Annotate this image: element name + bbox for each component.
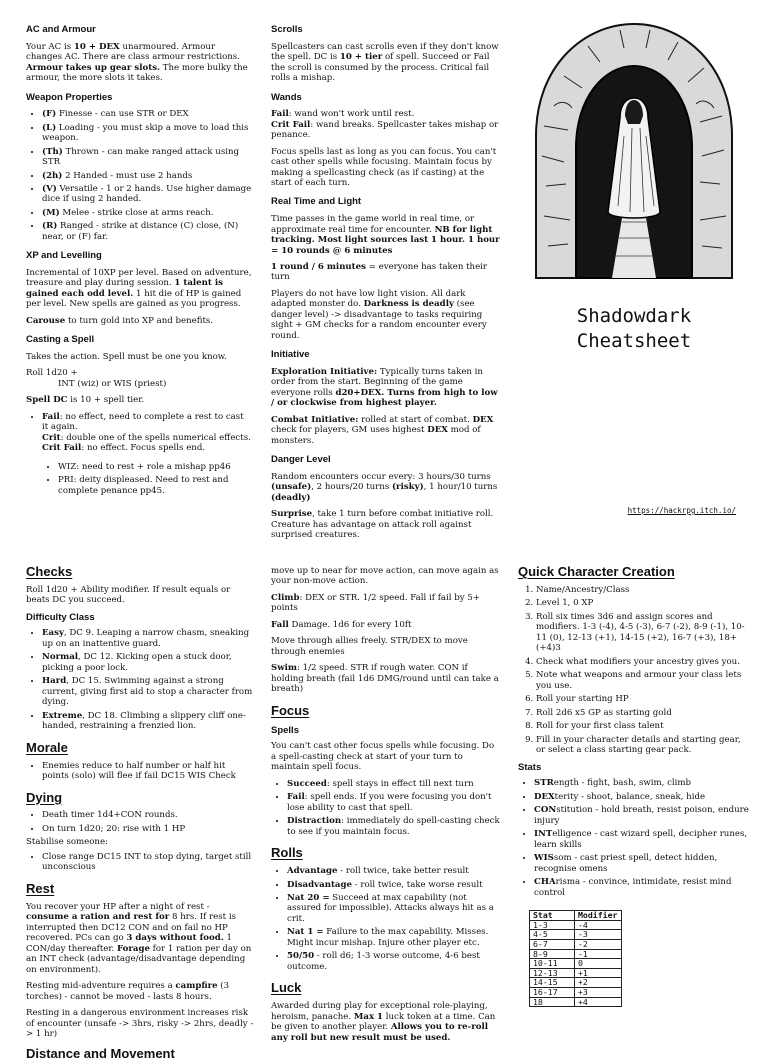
move-text: move up to near for move action, can move again as your non-move action. [271,566,499,587]
table-row [530,987,622,997]
scrolls-text: Spellcasters can cast scrolls even if they don't know the spell. DC is 10 + tier of spell. Succeed or Fail the scroll is consumed by the process. Critical fail rolls a mishap. [271,41,499,84]
list-item: • Hard, DC 15. Swimming against a strong current, giving first aid to stop a character from dying. [42,676,254,707]
mid-rest-text: Resting mid-adventure requires a campfire (3 torches) - cannot be moved - lasts 8 hours. [26,981,230,1002]
spell-dc-text: Spell DC is 10 + spell tier. [26,395,145,406]
cheatsheet-title: Shadowdark Cheatsheet [576,305,692,352]
list-item: • Disadvantage - roll twice, take worse result [287,880,501,890]
surprise-text: Surprise, take 1 turn before combat initiative roll. Creature has advantage on attack roll against surprised creatures. [271,509,494,541]
difficulty-list [26,628,254,731]
source-link[interactable]: https://hackrpg.itch.io/ [627,506,736,515]
wands-text: Fail: wand won't work until rest. Crit Fail: wand breaks. Spellcaster takes mishap or penance. [271,109,499,141]
stats-list [518,778,750,898]
rolls-list [271,866,501,972]
spells-heading: Spells [271,724,299,736]
stats-heading: Stats [518,761,542,773]
list-item: • (M) Melee - strike close at arms reach. [42,208,252,218]
list-item: • (R) Ranged - strike at distance (C) close, (N) near, or (F) far. [42,221,252,242]
ac-armour-text: Your AC is 10 + DEX unarmoured. Armour changes AC. There are class armour restrictions. Armour takes up gear slots. The more bulky the armour, the more slots it takes. [26,41,248,84]
list-item: 1. Name/Ancestry/Class [536,585,750,595]
list-item: • Fail: no effect, need to complete a rest to cast it again. Crit: double one of the spells numerical effects. Crit Fail: no effect. Focus spells end. [42,412,252,454]
list-item: • Enemies reduce to half number or half hit points (solo) will flee if fail DC15 WIS Check [42,761,254,782]
distance-movement-heading: Distance and Movement [26,1045,175,1061]
list-item: • Distraction: immediately do spell-casting check to see if you maintain focus. [287,816,501,837]
list-item: • Close range DC15 INT to stop dying, target still unconscious [42,852,254,873]
carouse-text: Carouse to turn gold into XP and benefits. [26,315,214,326]
table-row [530,959,622,969]
list-item: • STRength - fight, bash, swim, climb [534,778,750,788]
table-cell: 14-15 [530,978,575,988]
allies-text: Move through allies freely. STR/DEX to move through enemies [271,636,468,657]
focus-spells-text: Focus spells last as long as you can focus. You can't cast other spells while focusing. Maintain focus by making a spellcasting check (as if casting) at the start of each turn. [271,146,497,188]
round-text: 1 round / 6 minutes = everyone has taken their turn [271,262,488,283]
morale-heading: Morale [26,739,68,755]
roll-text: Roll 1d20 + INT (wiz) or WIS (priest) [26,368,167,389]
top-col-2 [271,24,501,541]
bottom-col-3 [518,564,750,1024]
table-cell: 6-7 [530,939,575,949]
list-item: • WIZ: need to rest + role a mishap pp46 [58,462,252,472]
cast-text: Takes the action. Spell must be one you know. [26,352,227,362]
table-row [530,978,622,988]
bottom-col-1 [26,564,254,1061]
list-item: • DEXterity - shoot, balance, sneak, hide [534,792,750,802]
list-item: 8. Roll for your first class talent [536,721,750,731]
table-cell: 8-9 [530,949,575,959]
rest-text: You recover your HP after a night of rest - consume a ration and rest for 8 hrs. If rest is interrupted then DC12 CON and on fail no HP recovered. PCs can go 3 days without food. 1 CON/day thereafter. Forage for 1 ration per day on an INT check (advantage/disadvantage depending on environment). [26,901,252,975]
list-item: • Fail: spell ends. If you were focusing you don't lose ability to cast that spell. [287,792,501,813]
table-cell: 16-17 [530,987,575,997]
list-item: • Death timer 1d4+CON rounds. [42,810,254,820]
quick-character-creation-heading: Quick Character Creation [518,564,675,579]
initiative-heading: Initiative [271,349,310,361]
xp-text: Incremental of 10XP per level. Based on adventure, treasure and play during session. 1 talent is gained each odd level. 1 hit die of HP is gained per level. New spells are gained as you progress. [26,268,252,310]
stabilise-list [26,852,254,873]
real-time-light-heading: Real Time and Light [271,196,362,208]
luck-text: Awarded during play for exceptional role-playing, heroism, panache. Max 1 luck token at a time. Can be given to another player. Allows you to re-roll any roll but new result must be used. [271,1001,496,1043]
table-cell: -4 [575,920,622,930]
dangerous-rest-text: Resting in a dangerous environment increases risk of encounter (unsafe -> 3hrs, risky -> 2hrs, deadly -> 1 hr) [26,1008,254,1040]
list-item: • (2h) 2 Handed - must use 2 hands [42,171,252,181]
list-item: • Easy, DC 9. Leaping a narrow chasm, sneaking up on an inattentive guard. [42,628,254,649]
list-item: • 50/50 - roll d6; 1-3 worse outcome, 4-6 best outcome. [287,951,501,972]
danger-level-text: Random encounters occur every: 3 hours/30 turns (unsafe), 2 hours/20 turns (risky), 1 hour/10 turns (deadly) [271,471,498,503]
table-row [530,997,622,1007]
list-item: 7. Roll 2d6 x5 GP as starting gold [536,708,750,718]
weapon-properties-list [26,109,252,242]
wands-heading: Wands [271,91,302,103]
scrolls-heading: Scrolls [271,24,303,35]
focus-heading: Focus [271,702,310,718]
spells-text: You can't cast other focus spells while focusing. Do a spell-casting check at start of your turn to maintain spell focus. [271,741,495,773]
list-item: • (F) Finesse - can use STR or DEX [42,109,252,119]
table-cell: 10-11 [530,959,575,969]
table-cell: -2 [575,939,622,949]
climb-text: Climb: DEX or STR. 1/2 speed. Fall if fail by 5+ points [271,592,480,614]
list-item: • Nat 20 = Succeed at max capability (not assured for impossible). Attacks always hit as a crit. [287,893,501,924]
table-header-row [530,911,622,921]
top-col-3 [518,16,750,521]
exploration-initiative-text: Exploration Initiative: Typically turns taken in order from the start. Beginning of the game everyone rolls d20+DEX. Turns from high to low / or clockwise from highest player. [271,366,498,409]
list-item: • Succeed: spell stays in effect till next turn [287,779,501,789]
casting-spell-heading: Casting a Spell [26,334,95,346]
list-item: • (V) Versatile - 1 or 2 hands. Use higher damage dice if using 2 handed. [42,184,252,205]
ac-armour-heading: AC and Armour [26,24,96,35]
list-item: 2. Level 1, 0 XP [536,598,750,608]
list-item: • CONstitution - hold breath, resist poison, endure injury [534,805,750,826]
stat-modifier-table [529,910,622,1007]
table-cell: 1-3 [530,920,575,930]
real-time-text: Time passes in the game world in real time, or approximate real time for encounter. NB for light tracking. Most light sources last 1 hour. 1 hour = 10 rounds @ 6 minutes [271,214,500,256]
list-item: 5. Note what weapons and armour your class lets you use. [536,670,750,691]
table-row [530,939,622,949]
table-header-cell: Modifier [575,911,622,921]
darkness-text: Players do not have low light vision. All dark adapted monster do. Darkness is deadly (see danger level) -> disadvantage to tasks requiring sight + GM checks for a random encounter every round. [271,288,487,341]
checks-text: Roll 1d20 + Ability modifier. If result equals or beats DC you succeed. [26,584,231,606]
table-cell: +4 [575,997,622,1007]
list-item: • On turn 1d20; 20: rise with 1 HP [42,824,254,834]
table-cell: +3 [575,987,622,997]
list-item: • (Th) Thrown - can make ranged attack using STR [42,147,252,168]
list-item: • Normal, DC 12. Kicking open a stuck door, picking a poor lock. [42,652,254,673]
combat-initiative-text: Combat Initiative: rolled at start of combat. DEX check for players, GM uses highest DEX mod of monsters. [271,414,494,446]
table-cell: +1 [575,968,622,978]
list-item: 3. Roll six times 3d6 and assign scores and modifiers. 1-3 (-4), 4-5 (-3), 6-7 (-2), 8-9 (-1), 10-11 (0), 12-13 (+1), 14-15 (+2), 16-7 (+3), 18+ (+4)3 [536,612,750,654]
list-item: 6. Roll your starting HP [536,694,750,704]
table-cell: 18 [530,997,575,1007]
table-cell: 12-13 [530,968,575,978]
rest-heading: Rest [26,880,55,896]
dying-list [26,810,254,834]
creation-steps-list [518,585,750,756]
swim-text: Swim: 1/2 speed. STR if rough water. CON if holding breath (fail 1d6 DMG/round until can take a breath) [271,663,499,695]
table-cell: 4-5 [530,930,575,940]
weapon-properties-heading: Weapon Properties [26,91,113,103]
luck-heading: Luck [271,980,302,996]
rolls-heading: Rolls [271,845,303,861]
list-item: • PRI: deity displeased. Need to rest and complete penance pp45. [58,475,252,496]
danger-level-heading: Danger Level [271,454,331,466]
list-item: • Advantage - roll twice, take better result [287,866,501,876]
dying-heading: Dying [26,789,63,805]
bottom-col-2 [271,566,501,1043]
mishap-list [26,462,252,496]
table-cell: +2 [575,978,622,988]
fall-text: Fall Damage. 1d6 for every 10ft [271,619,412,630]
list-item: • Nat 1 = Failure to the max capability. Misses. Might incur mishap. Injure other player etc. [287,927,501,948]
list-item: 9. Fill in your character details and starting gear, or select a class starting gear pack. [536,735,750,756]
list-item: • CHArisma - convince, intimidate, resist mind control [534,877,750,898]
focus-list [271,779,501,837]
list-item: 4. Check what modifiers your ancestry gives you. [536,657,750,667]
stabilise-text: Stabilise someone: [26,837,108,848]
difficulty-class-heading: Difficulty Class [26,611,95,623]
spell-outcomes-list [26,412,252,454]
morale-list [26,761,254,782]
list-item: • INTelligence - cast wizard spell, decipher runes, learn skills [534,829,750,850]
list-item: • WISsom - cast priest spell, detect hidden, recognise omens [534,853,750,874]
table-header-cell: Stat [530,911,575,921]
dungeon-archway-illustration [524,16,744,284]
list-item: • Extreme, DC 18. Climbing a slippery cliff one-handed, restraining a frenzied lion. [42,711,254,732]
checks-heading: Checks [26,564,73,579]
table-cell: -3 [575,930,622,940]
top-col-1 [26,24,252,494]
list-item: • (L) Loading - you must skip a move to load this weapon. [42,123,252,144]
table-row [530,930,622,940]
xp-levelling-heading: XP and Levelling [26,250,102,262]
table-cell: 0 [575,959,622,969]
table-cell: -1 [575,949,622,959]
